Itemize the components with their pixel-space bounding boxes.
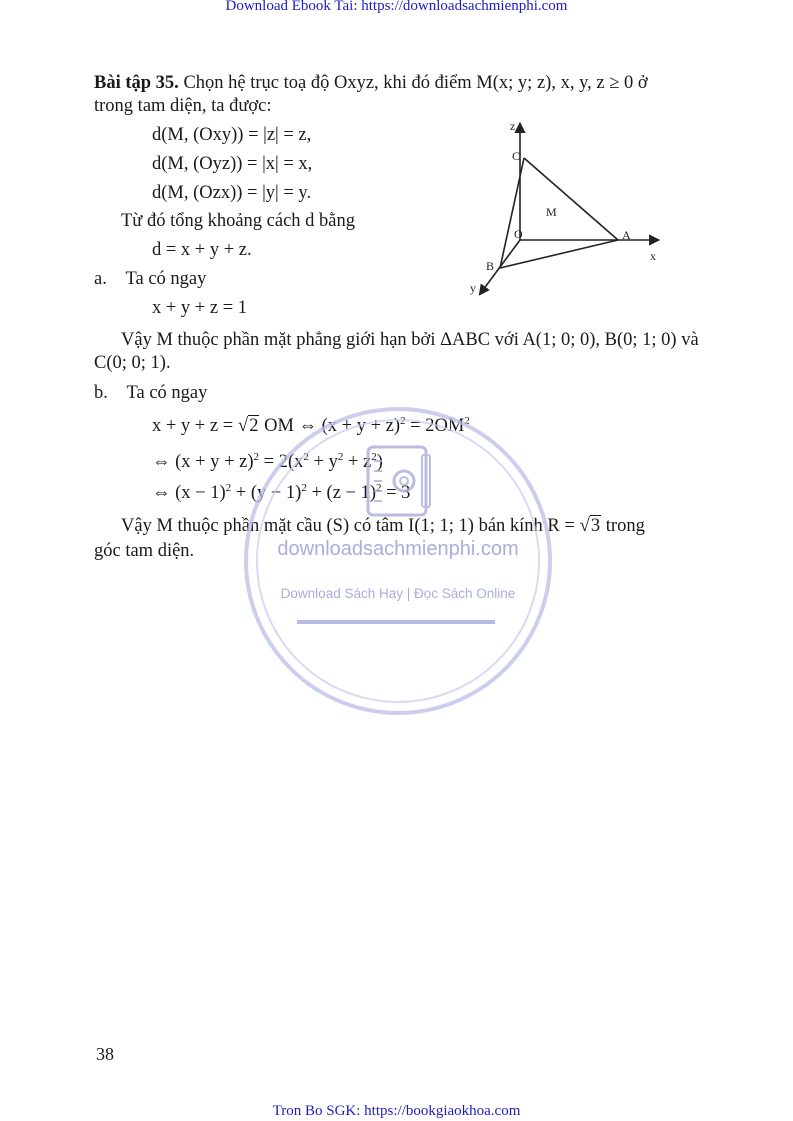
eq2-part-c: + y [308, 452, 338, 472]
part-a-text: Ta có ngay [125, 269, 207, 289]
eq2-part-b: = 2(x [259, 452, 304, 472]
eq3-part-c: + (z − 1) [306, 483, 376, 503]
label-b: B [486, 259, 495, 273]
part-a-conclusion-line-1: Vậy M thuộc phần mặt phẳng giới hạn bởi ΔABC với A(1; 0; 0), B(0; 1; 0) và [121, 330, 699, 350]
eq2-part-e: ) [376, 452, 383, 472]
label-a: A [622, 228, 631, 242]
eq2-part-d: + z [343, 452, 372, 472]
footer-textbook-link[interactable]: Tron Bo SGK: https://bookgiaokhoa.com [272, 1103, 521, 1119]
eq1-left: x + y + z = [152, 416, 238, 436]
part-b-line [94, 382, 207, 404]
label-z: z [510, 119, 516, 133]
label-x: x [650, 249, 656, 263]
part-b-label: b. [94, 383, 108, 403]
eq3-exponent-1: 2 [225, 482, 232, 494]
eq3-part-b: + (y − 1) [231, 483, 302, 503]
watermark-bar [297, 620, 495, 624]
equation-distance-oyz: d(M, (Oyz)) = |x| = x, [152, 154, 313, 174]
coordinate-figure [462, 118, 672, 298]
eq1-right: = 2OM [405, 416, 465, 436]
part-b-conclusion-line-1 [121, 515, 645, 537]
conclusion-b-tail: trong [601, 516, 645, 536]
exercise-intro-line-2: trong tam diện, ta được: [94, 96, 272, 116]
sqrt-three-radicand: 3 [590, 516, 601, 536]
exercise-intro-line-1 [94, 72, 648, 94]
page-number: 38 [96, 1044, 114, 1064]
label-c: C [512, 149, 521, 163]
watermark-tagline: Download Sách Hay | Đọc Sách Online [280, 586, 516, 601]
eq3-part-d: = 3 [381, 483, 411, 503]
eq1-exponent-1: 2 [400, 415, 406, 427]
sum-distance-equation: d = x + y + z. [152, 240, 252, 260]
part-a-line [94, 268, 206, 290]
equation-distance-ozx: d(M, (Ozx)) = |y| = y. [152, 183, 312, 203]
exercise-intro-text: Chọn hệ trục toạ độ Oxyz, khi đó điểm M(x; y; z), x, y, z ≥ 0 ở [183, 73, 648, 93]
eq1-middle: OM ⇔ (x + y + z) [259, 416, 401, 436]
part-a-label: a. [94, 269, 107, 289]
eq2-exponent-2: 2 [303, 451, 309, 463]
header-download-link[interactable]: Download Ebook Tai: https://downloadsachmienphi.com [225, 0, 568, 14]
conclusion-b-text: Vậy M thuộc phần mặt cầu (S) có tâm I(1; 1; 1) bán kính R = [121, 516, 580, 536]
eq2-exponent-1: 2 [253, 451, 260, 463]
label-o: O [514, 227, 523, 241]
part-b-equation-3 [152, 482, 410, 506]
sqrt-two: √2 [237, 415, 259, 436]
sum-distance-text: Từ đó tổng khoảng cách d bằng [121, 211, 356, 231]
part-b-conclusion-line-2: góc tam diện. [94, 541, 195, 561]
label-m: M [546, 205, 557, 219]
part-a-conclusion-line-2: C(0; 0; 1). [94, 353, 171, 373]
part-b-equation-2 [152, 451, 383, 475]
part-b-equation-1 [152, 415, 470, 439]
part-b-text: Ta có ngay [126, 383, 208, 403]
eq2-exponent-4: 2 [371, 451, 377, 463]
part-a-equation: x + y + z = 1 [152, 298, 248, 318]
eq3-part-a: ⇔ (x − 1) [152, 483, 226, 503]
eq1-exponent-2: 2 [464, 415, 470, 427]
eq3-exponent-2: 2 [301, 482, 307, 494]
sqrt-two-radicand: 2 [249, 416, 259, 436]
exercise-title: Bài tập 35. [94, 73, 179, 93]
equation-distance-oxy: d(M, (Oxy)) = |z| = z, [152, 125, 312, 145]
watermark-site: downloadsachmienphi.com [277, 538, 519, 560]
sqrt-three: √3 [579, 515, 601, 536]
edge-ca [524, 158, 618, 240]
eq2-exponent-3: 2 [337, 451, 344, 463]
eq2-part-a: ⇔ (x + y + z) [152, 452, 254, 472]
eq3-exponent-3: 2 [376, 482, 382, 494]
label-y: y [470, 281, 476, 295]
